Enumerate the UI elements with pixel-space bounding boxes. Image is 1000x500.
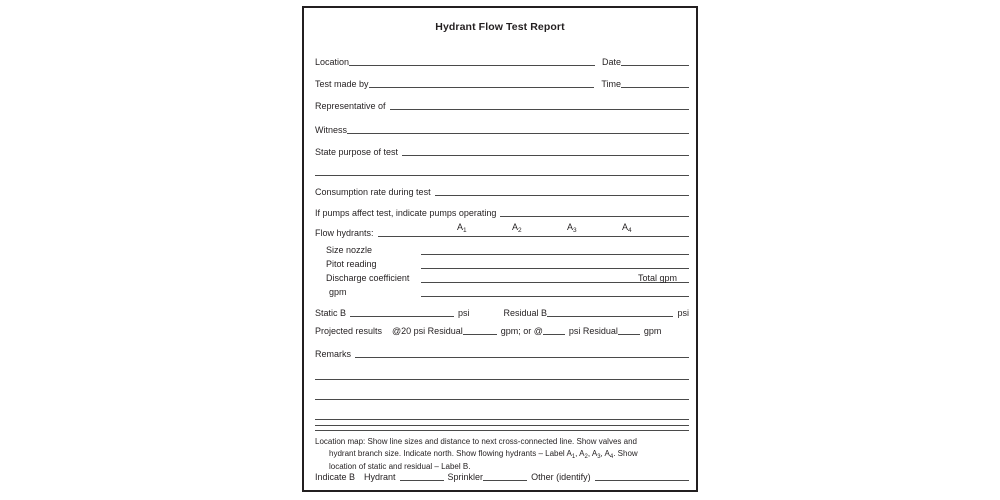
input-static-b[interactable] — [350, 315, 454, 317]
row-witness — [315, 125, 689, 136]
footnote-line-3: location of static and residual – Label B. — [329, 462, 471, 471]
input-test-made-by[interactable] — [369, 86, 595, 88]
row-representative — [315, 101, 689, 112]
footnote-line-2-post: . Show — [613, 448, 638, 458]
section-divider-bottom — [315, 430, 689, 431]
input-time[interactable] — [621, 86, 689, 88]
label-projected-gpm1: gpm; or @ — [500, 326, 543, 336]
label-projected-at20: @20 psi Residual — [392, 326, 463, 336]
label-residual-b: Residual B — [503, 308, 548, 318]
column-header-a2-sub: 2 — [518, 227, 522, 234]
input-witness[interactable] — [347, 132, 689, 134]
input-location[interactable] — [349, 64, 595, 66]
input-remarks-line-2[interactable] — [315, 379, 689, 380]
row-state-purpose — [315, 147, 689, 158]
footnote-location-map — [315, 436, 689, 473]
label-remarks: Remarks — [315, 349, 352, 359]
input-sprinkler[interactable] — [483, 479, 527, 481]
label-projected-results: Projected results — [315, 326, 383, 336]
footnote-a1-sub: 1 — [571, 453, 576, 460]
input-flow-hydrants[interactable] — [378, 235, 689, 237]
label-size-nozzle: Size nozzle — [326, 245, 373, 255]
hydrant-flow-test-form — [302, 6, 698, 492]
column-header-a2-letter: A — [512, 222, 519, 232]
input-date[interactable] — [621, 64, 689, 66]
label-representative-of: Representative of — [315, 101, 386, 111]
row-static-residual — [315, 308, 689, 319]
label-hydrant: Hydrant — [364, 472, 396, 482]
input-projected-psi[interactable] — [543, 333, 565, 335]
row-projected-results — [315, 326, 689, 337]
input-projected-gpm2[interactable] — [618, 333, 640, 335]
form-inner — [304, 8, 696, 490]
label-psi-static: psi — [458, 308, 470, 318]
footnote-line-2-mid1: , A — [575, 448, 585, 458]
label-witness: Witness — [315, 125, 348, 135]
input-remarks-line-4[interactable] — [315, 419, 689, 420]
footnote-a2-sub: 2 — [584, 453, 588, 460]
row-remarks — [315, 349, 689, 360]
label-projected-gpm2: gpm — [643, 326, 662, 336]
column-header-a1-sub: 1 — [463, 227, 467, 234]
label-static-b: Static B — [315, 308, 347, 318]
label-total-gpm: Total gpm — [638, 273, 678, 283]
label-pumps-operating: If pumps affect test, indicate pumps operating — [315, 208, 497, 218]
column-header-a3-letter: A — [567, 222, 574, 232]
input-remarks-line-3[interactable] — [315, 399, 689, 400]
row-consumption-rate — [315, 187, 689, 198]
input-state-purpose[interactable] — [402, 154, 689, 156]
input-projected-gpm-at20[interactable] — [463, 333, 497, 335]
label-gpm: gpm — [329, 287, 347, 297]
label-location: Location — [315, 57, 350, 67]
column-header-a4-sub: 4 — [628, 227, 632, 234]
column-header-a1-letter: A — [457, 222, 464, 232]
label-state-purpose: State purpose of test — [315, 147, 399, 157]
footnote-line-1: Location map: Show line sizes and distance to next cross-connected line. Show valves and — [315, 437, 637, 446]
input-size-nozzle[interactable] — [421, 254, 689, 255]
row-indicate-b — [315, 472, 689, 483]
label-psi-residual: psi — [677, 308, 689, 318]
column-header-a3-sub: 3 — [573, 227, 577, 234]
label-indicate-b: Indicate B — [315, 472, 356, 482]
label-other-identify: Other (identify) — [531, 472, 591, 482]
label-date: Date — [601, 57, 621, 67]
label-test-made-by: Test made by — [315, 79, 369, 89]
section-divider-top — [315, 425, 689, 426]
footnote-line-2-pre: hydrant branch size. Indicate north. Show flowing hydrants – Label A — [329, 448, 572, 458]
input-gpm[interactable] — [421, 296, 689, 297]
label-pitot-reading: Pitot reading — [326, 259, 377, 269]
label-sprinkler: Sprinkler — [447, 472, 484, 482]
page-title: Hydrant Flow Test Report — [435, 21, 565, 33]
input-remarks[interactable] — [355, 356, 689, 358]
input-other-identify[interactable] — [595, 479, 689, 481]
footnote-a3-sub: 3 — [597, 453, 601, 460]
input-hydrant[interactable] — [400, 479, 444, 481]
input-consumption-rate[interactable] — [435, 194, 689, 196]
column-header-a4-letter: A — [622, 222, 629, 232]
input-pumps-operating[interactable] — [500, 215, 689, 217]
label-flow-hydrants: Flow hydrants: — [315, 228, 374, 238]
row-pumps-operating — [315, 208, 689, 219]
input-state-purpose-continued[interactable] — [315, 175, 689, 176]
row-flow-hydrants — [315, 228, 689, 239]
input-representative-of[interactable] — [390, 108, 689, 110]
input-residual-b[interactable] — [547, 315, 673, 317]
footnote-line-2 — [315, 448, 689, 462]
footnote-line-2-mid3: , A — [600, 448, 610, 458]
footnote-a4-sub: 4 — [609, 453, 614, 460]
label-discharge-coefficient: Discharge coefficient — [326, 273, 410, 283]
footnote-line-2-mid2: , A — [587, 448, 598, 458]
row-testmadeby-time — [315, 79, 689, 90]
input-pitot-reading[interactable] — [421, 268, 689, 269]
label-time: Time — [601, 79, 621, 89]
label-consumption-rate: Consumption rate during test — [315, 187, 431, 197]
label-projected-psi: psi Residual — [568, 326, 618, 336]
row-location-date — [315, 57, 689, 68]
